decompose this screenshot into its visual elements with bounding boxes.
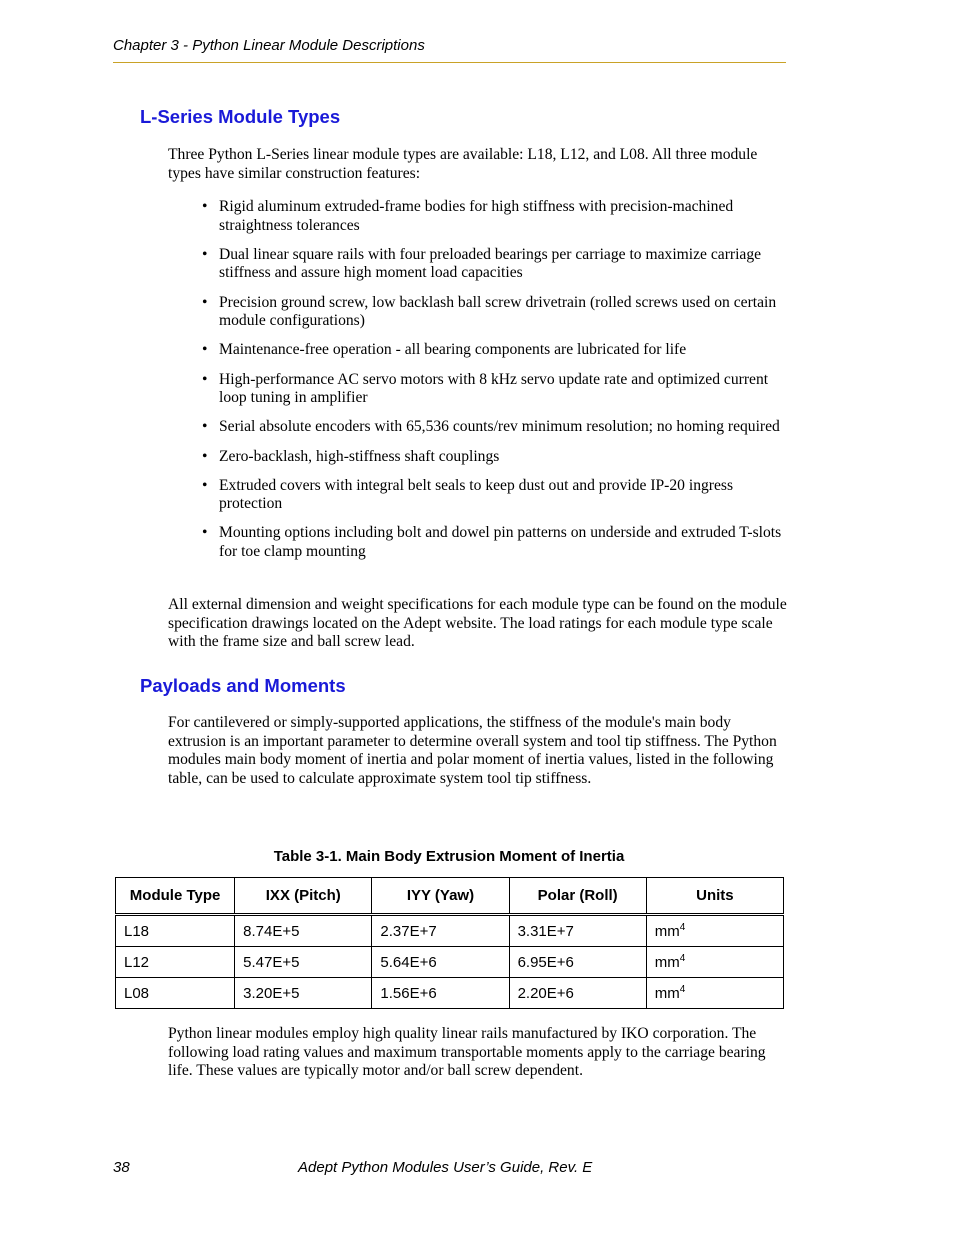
table-header-row <box>116 878 784 915</box>
cell-iyy: 5.64E+6 <box>372 947 509 978</box>
section1-closing: All external dimension and weight specifications for each module type can be found on the module specification drawings located on the Adept website. The load ratings for each module type scale with the frame size and ball screw lead. <box>168 596 787 651</box>
cell-iyy: 2.37E+7 <box>372 915 509 947</box>
cell-polar: 2.20E+6 <box>509 978 646 1009</box>
list-item: • Mounting options including bolt and dowel pin patterns on underside and extruded T-slots for toe clamp mounting <box>200 524 790 561</box>
cell-polar: 3.31E+7 <box>509 915 646 947</box>
list-item: • Extruded covers with integral belt seals to keep dust out and provide IP-20 ingress protection <box>200 477 790 514</box>
list-item: • Rigid aluminum extruded-frame bodies for high stiffness with precision-machined straightness tolerances <box>200 198 790 235</box>
unit-exponent: 4 <box>679 921 686 933</box>
section2-closing: Python linear modules employ high quality linear rails manufactured by IKO corporation. The following load rating values and maximum transportable moments apply to the carriage bearing life. These values are typically motor and/or ball screw dependent. <box>168 1025 766 1080</box>
header-module-type: Module Type <box>116 878 235 915</box>
unit-text: mm <box>654 922 680 940</box>
cell-ixx: 8.74E+5 <box>235 915 372 947</box>
page-number: 38 <box>113 1159 130 1176</box>
header-iyy: IYY (Yaw) <box>372 878 509 915</box>
header-ixx: IXX (Pitch) <box>235 878 372 915</box>
cell-module-type: L12 <box>116 947 235 978</box>
header-polar: Polar (Roll) <box>509 878 646 915</box>
feature-list <box>200 198 790 572</box>
unit-text: mm <box>654 953 680 971</box>
table-row <box>116 915 784 947</box>
section2-intro: For cantilevered or simply-supported applications, the stiffness of the module's main body extrusion is an important parameter to determine overall system and tool tip stiffness. The Python modules main body moment of inertia and polar moment of inertia values, listed in the following table, can be used to calculate approximate system tool tip stiffness. <box>168 714 777 787</box>
header-units: Units <box>646 878 783 915</box>
section-title-l-series: L-Series Module Types <box>140 106 341 127</box>
table-caption: Table 3-1. Main Body Extrusion Moment of Inertia <box>273 848 625 865</box>
cell-ixx: 3.20E+5 <box>235 978 372 1009</box>
header-rule <box>113 62 786 63</box>
list-item: • Serial absolute encoders with 65,536 counts/rev minimum resolution; no homing required <box>200 418 790 437</box>
running-header: Chapter 3 - Python Linear Module Descriptions <box>113 37 425 54</box>
cell-ixx: 5.47E+5 <box>235 947 372 978</box>
section1-intro: Three Python L-Series linear module types are available: L18, L12, and L08. All three module types have similar construction features: <box>168 146 758 182</box>
list-item: • Maintenance-free operation - all bearing components are lubricated for life <box>200 341 790 360</box>
unit-exponent: 4 <box>679 983 686 995</box>
footer-title: Adept Python Modules User’s Guide, Rev. E <box>298 1159 593 1176</box>
unit-exponent: 4 <box>679 952 686 964</box>
list-item: • Dual linear square rails with four preloaded bearings per carriage to maximize carriage stiffness and assure high moment load capacities <box>200 246 790 283</box>
cell-module-type: L08 <box>116 978 235 1009</box>
list-item: • Precision ground screw, low backlash ball screw drivetrain (rolled screws used on certain module configurations) <box>200 294 790 331</box>
table-row <box>116 947 784 978</box>
inertia-table <box>115 877 784 1009</box>
cell-units <box>646 915 783 947</box>
section-title-payloads: Payloads and Moments <box>140 675 346 696</box>
cell-module-type: L18 <box>116 915 235 947</box>
unit-text: mm <box>654 984 680 1002</box>
table-row <box>116 978 784 1009</box>
list-item: • High-performance AC servo motors with 8 kHz servo update rate and optimized current loop tuning in amplifier <box>200 371 790 408</box>
cell-units <box>646 978 783 1009</box>
cell-iyy: 1.56E+6 <box>372 978 509 1009</box>
cell-units <box>646 947 783 978</box>
cell-polar: 6.95E+6 <box>509 947 646 978</box>
list-item: • Zero-backlash, high-stiffness shaft couplings <box>200 448 790 467</box>
